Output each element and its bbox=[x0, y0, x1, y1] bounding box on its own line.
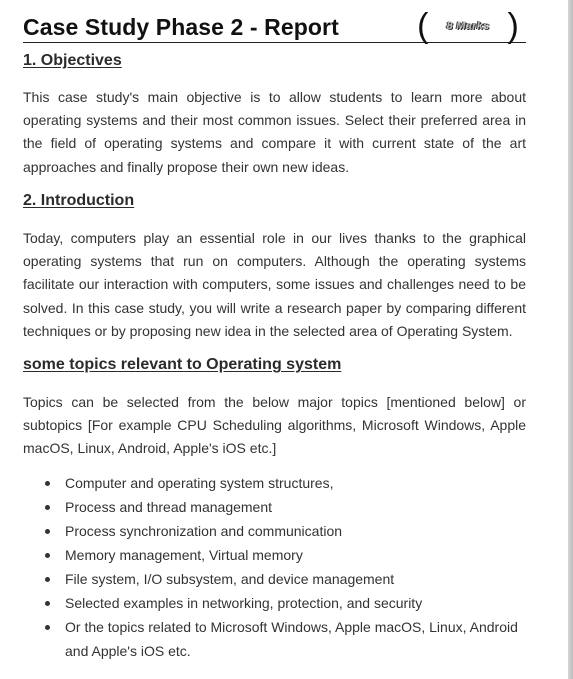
list-item: File system, I/O subsystem, and device management bbox=[23, 567, 526, 591]
bullet-icon bbox=[45, 481, 50, 486]
list-item: Memory management, Virtual memory bbox=[23, 543, 526, 567]
list-item: Or the topics related to Microsoft Windows, Apple macOS, Linux, Android and Apple's iOS etc. bbox=[23, 615, 526, 663]
bullet-icon bbox=[45, 625, 50, 630]
page-title: Case Study Phase 2 - Report bbox=[23, 14, 339, 40]
bullet-icon bbox=[45, 601, 50, 606]
marks-badge bbox=[413, 9, 523, 43]
page-edge-shadow bbox=[568, 0, 573, 679]
list-item: Selected examples in networking, protection, and security bbox=[23, 591, 526, 615]
bullet-icon bbox=[45, 505, 50, 510]
list-item: Process synchronization and communication bbox=[23, 519, 526, 543]
list-item: Computer and operating system structures, bbox=[23, 471, 526, 495]
topics-list bbox=[23, 471, 526, 663]
objectives-heading: 1. Objectives bbox=[23, 52, 122, 69]
bullet-icon bbox=[45, 577, 50, 582]
marks-label: 8 Marks bbox=[446, 20, 490, 32]
topics-intro-paragraph: Topics can be selected from the below major topics [mentioned below] or subtopics [For example CPU Scheduling algorithms, Microsoft Windows, Apple macOS, Linux, Android, Apple's iOS etc.] bbox=[23, 394, 526, 457]
list-item: Process and thread management bbox=[23, 495, 526, 519]
left-bracket-icon: ( bbox=[417, 7, 429, 45]
introduction-heading: 2. Introduction bbox=[23, 192, 135, 209]
bullet-icon bbox=[45, 553, 50, 558]
right-bracket-icon: ) bbox=[507, 7, 519, 45]
introduction-paragraph: Today, computers play an essential role in our lives thanks to the graphical operating systems that run on computers. Although the operating systems facilitate our interaction with computers, some issues and challenges need to be solved. In this case study, you will write a research paper by comparing different techniques or by proposing new idea in the selected area of Operating System. bbox=[23, 230, 526, 339]
topics-heading: some topics relevant to Operating system bbox=[23, 356, 342, 373]
bullet-icon bbox=[45, 529, 50, 534]
objectives-paragraph: This case study's main objective is to allow students to learn more about operating systems and their most common issues. Select their preferred area in the field of operating systems and compare it with current state of the art approaches and finally propose their own new ideas. bbox=[23, 89, 526, 175]
